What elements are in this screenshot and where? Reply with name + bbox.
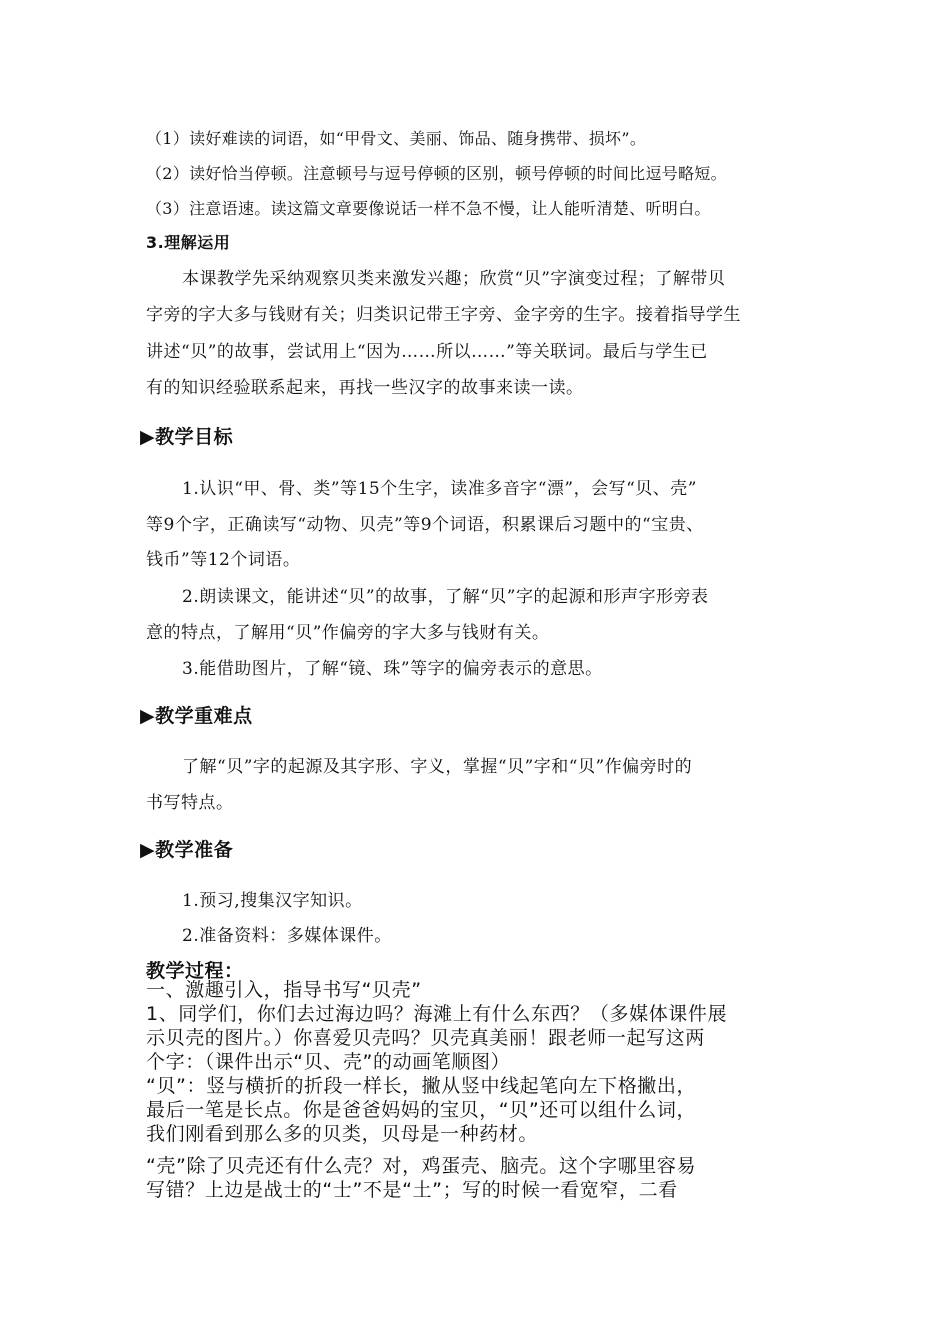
section-3-line: 有的知识经验联系起来，再找一些汉字的故事来读一读。 [146,378,584,398]
reading-item-1: （1）读好难读的词语，如“甲骨文、美丽、饰品、随身携带、损坏”。 [146,129,647,148]
keypoints-line: 书写特点。 [146,793,234,813]
prep-line: 1.预习,搜集汉字知识。 [182,891,363,911]
process-line: 个字：（课件出示“贝、壳”的动画笔顺图） [146,1051,511,1073]
process-line: 1、同学们，你们去过海边吗？海滩上有什么东西？（多媒体课件展 [146,1003,728,1025]
goals-line: 意的特点，了解用“贝”作偏旁的字大多与钱财有关。 [146,623,550,643]
reading-item-2: （2）读好恰当停顿。注意顿号与逗号停顿的区别，顿号停顿的时间比逗号略短。 [146,164,727,183]
process-line: 示贝壳的图片。）你喜爱贝壳吗？贝壳真美丽！跟老师一起写这两 [146,1027,705,1049]
process-line: 写错？上边是战士的“士”不是“土”；写的时候一看宽窄，二看 [146,1179,678,1201]
goals-heading: ▶教学目标 [140,426,234,448]
prep-line: 2.准备资料：多媒体课件。 [182,926,392,946]
process-line: “壳”除了贝壳还有什么壳？对，鸡蛋壳、脑壳。这个字哪里容易 [146,1155,697,1177]
process-line: “贝”：竖与横折的折段一样长，撇从竖中线起笔向左下格撇出， [146,1075,697,1097]
section-3-heading: 3.理解运用 [146,233,231,252]
reading-item-3: （3）注意语速。读这篇文章要像说话一样不急不慢，让人能听清楚、听明白。 [146,199,711,218]
goals-line: 2.朗读课文，能讲述“贝”的故事，了解“贝”字的起源和形声字形旁表 [182,587,709,607]
goals-line: 1.认识“甲、骨、类”等15个生字，读准多音字“漂”，会写“贝、壳” [182,479,697,499]
section-3-line: 字旁的字大多与钱财有关；归类识记带王字旁、金字旁的生字。接着指导学生 [146,305,741,325]
section-3-line: 讲述“贝”的故事，尝试用上“因为……所以……”等关联词。最后与学生已 [146,342,708,362]
keypoints-heading: ▶教学重难点 [140,705,253,727]
process-line: 一、激趣引入，指导书写“贝壳” [146,979,422,1001]
section-3-line: 本课教学先采纳观察贝类来激发兴趣；欣赏“贝”字演变过程；了解带贝 [182,269,726,289]
process-heading: 教学过程： [146,960,244,982]
process-line: 最后一笔是长点。你是爸爸妈妈的宝贝，“贝”还可以组什么词， [146,1099,697,1121]
prep-heading: ▶教学准备 [140,839,234,861]
goals-line: 钱币”等12个词语。 [146,550,301,570]
goals-line: 3.能借助图片，了解“镜、珠”等字的偏旁表示的意思。 [182,659,603,679]
goals-line: 等9个字，正确读写“动物、贝壳”等9个词语，积累课后习题中的“宝贵、 [146,515,704,535]
keypoints-line: 了解“贝”字的起源及其字形、字义，掌握“贝”字和“贝”作偏旁时的 [182,757,693,777]
process-line: 我们刚看到那么多的贝类，贝母是一种药材。 [146,1123,539,1145]
